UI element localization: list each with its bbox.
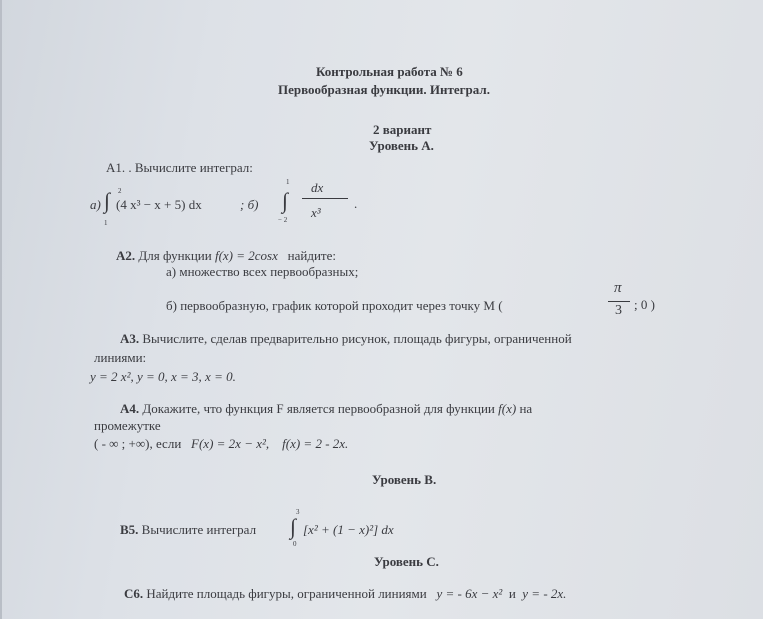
a4-on: на <box>519 401 533 416</box>
b5-text: Вычислите интеграл <box>141 522 257 537</box>
c6-and: и <box>508 586 516 601</box>
a2-fraction-bar <box>608 301 630 302</box>
a4-F: F(x) = 2x − x², <box>191 436 270 451</box>
a2-item-b-end: ; 0 ) <box>634 297 655 312</box>
a4-fx: f(x) <box>498 401 517 416</box>
a4-task <box>120 401 532 416</box>
a2-find: найдите: <box>287 248 336 263</box>
integral-sign: ∫ <box>104 188 111 213</box>
a3-task <box>120 331 572 346</box>
a4-f: f(x) = 2 - 2x. <box>282 436 349 451</box>
worksheet-title: Контрольная работа № 6 <box>316 64 463 79</box>
a1-task-label: А1. . Вычислите интеграл: <box>106 160 253 175</box>
b5-lower-limit: 0 <box>293 540 297 548</box>
a1-separator: ; б) <box>240 197 259 212</box>
b5-task-label: В5. <box>120 522 139 537</box>
a1-part-b-denominator: x³ <box>311 205 321 220</box>
c6-eq1: y = - 6x − x² <box>436 586 503 601</box>
a1-part-b-upper-limit: 1 <box>286 178 290 186</box>
a2-function: f(x) = 2cosx <box>214 248 278 263</box>
integral-sign: ∫ <box>290 514 297 539</box>
a1-end-dot: . <box>354 196 358 211</box>
c6-task-label: С6. <box>124 586 144 601</box>
b5-integrand: [x² + (1 − x)²] dx <box>303 522 394 537</box>
level-b-heading: Уровень В. <box>372 472 437 487</box>
b5-upper-limit: 3 <box>296 508 300 516</box>
variant-label: 2 вариант <box>373 122 432 137</box>
worksheet-subtitle: Первообразная функции. Интеграл. <box>278 82 490 97</box>
a2-task-label: А2. <box>116 248 136 263</box>
a4-text: Докажите, что функция F является первообразной для функции <box>142 401 495 416</box>
level-a-heading: Уровень А. <box>369 138 434 153</box>
page-edge <box>0 0 2 619</box>
a2-denominator: 3 <box>615 303 622 318</box>
a3-lines: y = 2 x², y = 0, x = 3, x = 0. <box>90 369 236 384</box>
integral-sign: ∫ <box>282 188 289 213</box>
a4-interval: ( - ∞ ; +∞), если <box>94 436 182 451</box>
b5-task <box>120 522 256 537</box>
a1-part-b-numerator: dx <box>311 180 324 195</box>
a1-fraction-bar <box>302 198 348 199</box>
level-c-heading: Уровень С. <box>374 554 439 569</box>
a2-item-a: а) множество всех первообразных; <box>166 264 359 279</box>
a1-part-a-prefix: а) <box>90 197 101 212</box>
a3-task-label: А3. <box>120 331 140 346</box>
a2-pi-numerator: π <box>614 280 622 296</box>
a2-item-b-text: б) первообразную, график которой проходит через точку М ( <box>166 298 503 313</box>
a2-item-b <box>166 298 503 313</box>
a4-text-continued: промежутке <box>94 418 161 433</box>
c6-eq2: y = - 2x. <box>522 586 567 601</box>
a1-part-b-lower-limit: − 2 <box>278 216 288 224</box>
a4-condition <box>94 436 348 451</box>
a3-text-continued: линиями: <box>94 350 147 365</box>
a4-task-label: А4. <box>120 401 140 416</box>
a1-part-a-integrand: (4 x³ − x + 5) dx <box>116 197 202 212</box>
a1-part-a-lower-limit: 1 <box>104 219 108 227</box>
a1-part-a-upper-limit: 2 <box>118 187 122 195</box>
a3-text: Вычислите, сделав предварительно рисунок, площадь фигуры, ограниченной <box>142 331 572 346</box>
a2-text: Для функции <box>138 248 212 263</box>
a2-task <box>116 248 336 263</box>
c6-text: Найдите площадь фигуры, ограниченной линиями <box>146 586 427 601</box>
c6-task <box>124 586 566 601</box>
